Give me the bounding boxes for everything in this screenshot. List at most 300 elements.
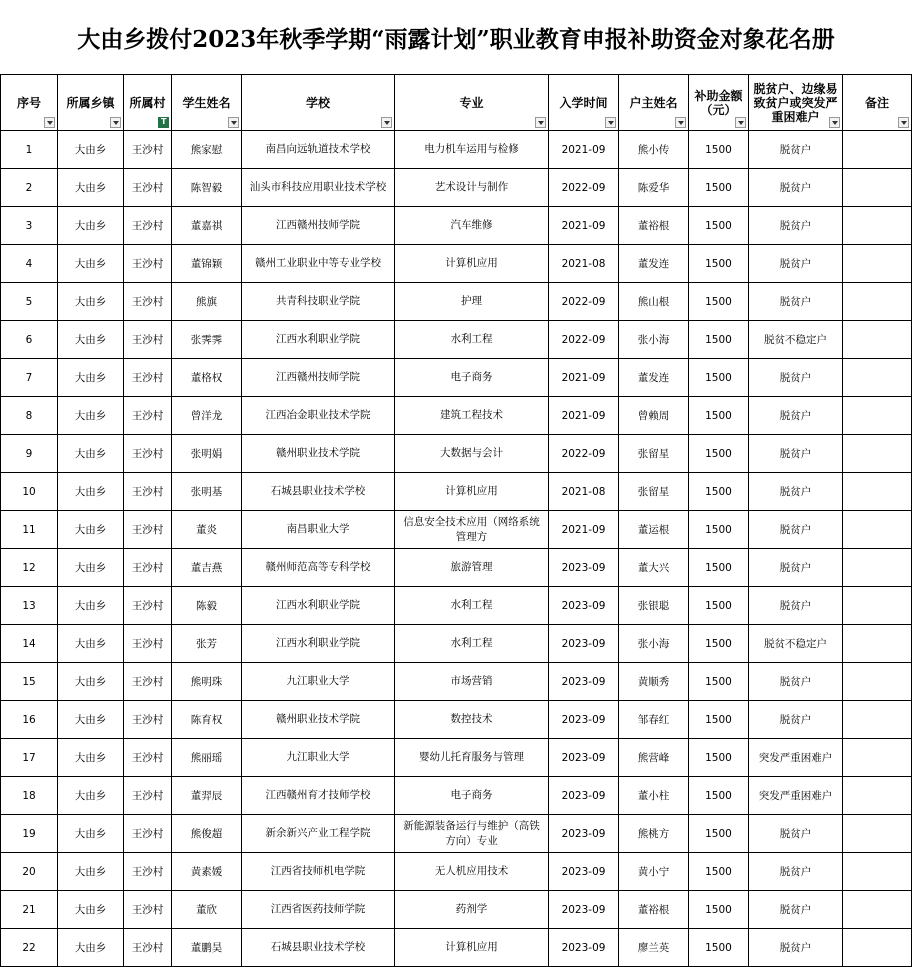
cell-school: 新余新兴产业工程学院 xyxy=(242,815,395,853)
cell-subsidy: 1500 xyxy=(689,511,749,549)
cell-major: 水利工程 xyxy=(395,587,549,625)
cell-enroll-date: 2023-09 xyxy=(549,891,619,929)
cell-householder: 熊营峰 xyxy=(619,739,689,777)
cell-household-type: 脱贫户 xyxy=(749,853,843,891)
cell-subsidy: 1500 xyxy=(689,131,749,169)
roster-table xyxy=(0,74,912,967)
cell-student-name: 张明娟 xyxy=(172,435,242,473)
table-row xyxy=(1,891,912,929)
cell-student-name: 陈智毅 xyxy=(172,169,242,207)
cell-enroll-date: 2021-08 xyxy=(549,245,619,283)
cell-school: 赣州师范高等专科学校 xyxy=(242,549,395,587)
filter-dropdown-icon[interactable] xyxy=(381,117,392,128)
table-row xyxy=(1,701,912,739)
table-row xyxy=(1,815,912,853)
table-row xyxy=(1,853,912,891)
cell-seq: 3 xyxy=(1,207,58,245)
cell-remark xyxy=(843,625,912,663)
cell-enroll-date: 2022-09 xyxy=(549,435,619,473)
cell-remark xyxy=(843,701,912,739)
cell-subsidy: 1500 xyxy=(689,701,749,739)
cell-householder: 张银聪 xyxy=(619,587,689,625)
cell-remark xyxy=(843,169,912,207)
cell-major: 汽车维修 xyxy=(395,207,549,245)
cell-subsidy: 1500 xyxy=(689,321,749,359)
cell-student-name: 熊俊超 xyxy=(172,815,242,853)
cell-student-name: 熊旗 xyxy=(172,283,242,321)
table-row xyxy=(1,321,912,359)
cell-township: 大由乡 xyxy=(58,853,124,891)
header-label: 补助金额（元） xyxy=(694,88,743,117)
cell-major: 无人机应用技术 xyxy=(395,853,549,891)
cell-school: 汕头市科技应用职业技术学校 xyxy=(242,169,395,207)
header-label: 专业 xyxy=(459,95,484,110)
cell-householder: 熊小传 xyxy=(619,131,689,169)
cell-township: 大由乡 xyxy=(58,587,124,625)
header-label: 备注 xyxy=(864,95,889,110)
cell-village: 王沙村 xyxy=(124,169,172,207)
cell-remark xyxy=(843,245,912,283)
cell-village: 王沙村 xyxy=(124,663,172,701)
cell-enroll-date: 2021-08 xyxy=(549,473,619,511)
cell-seq: 9 xyxy=(1,435,58,473)
cell-major: 数控技术 xyxy=(395,701,549,739)
cell-subsidy: 1500 xyxy=(689,245,749,283)
cell-household-type: 脱贫户 xyxy=(749,815,843,853)
table-row xyxy=(1,777,912,815)
cell-major: 电子商务 xyxy=(395,359,549,397)
cell-student-name: 陈育权 xyxy=(172,701,242,739)
cell-student-name: 董格权 xyxy=(172,359,242,397)
table-row xyxy=(1,663,912,701)
cell-remark xyxy=(843,511,912,549)
cell-householder: 黄小宁 xyxy=(619,853,689,891)
cell-village: 王沙村 xyxy=(124,359,172,397)
header-enroll-date xyxy=(549,75,619,131)
cell-school: 九江职业大学 xyxy=(242,739,395,777)
table-body xyxy=(1,131,912,967)
cell-school: 南昌职业大学 xyxy=(242,511,395,549)
cell-major: 大数据与会计 xyxy=(395,435,549,473)
cell-school: 赣州职业技术学院 xyxy=(242,701,395,739)
cell-township: 大由乡 xyxy=(58,511,124,549)
cell-township: 大由乡 xyxy=(58,625,124,663)
header-student-name xyxy=(172,75,242,131)
cell-township: 大由乡 xyxy=(58,815,124,853)
cell-township: 大由乡 xyxy=(58,891,124,929)
cell-seq: 11 xyxy=(1,511,58,549)
cell-household-type: 突发严重困难户 xyxy=(749,777,843,815)
cell-household-type: 脱贫户 xyxy=(749,397,843,435)
header-row xyxy=(1,75,912,131)
cell-subsidy: 1500 xyxy=(689,549,749,587)
cell-enroll-date: 2023-09 xyxy=(549,853,619,891)
cell-householder: 张留星 xyxy=(619,473,689,511)
cell-seq: 16 xyxy=(1,701,58,739)
cell-township: 大由乡 xyxy=(58,739,124,777)
cell-subsidy: 1500 xyxy=(689,359,749,397)
cell-seq: 15 xyxy=(1,663,58,701)
cell-subsidy: 1500 xyxy=(689,853,749,891)
cell-subsidy: 1500 xyxy=(689,929,749,967)
cell-subsidy: 1500 xyxy=(689,663,749,701)
cell-seq: 2 xyxy=(1,169,58,207)
filter-dropdown-icon[interactable] xyxy=(735,117,746,128)
cell-householder: 张留星 xyxy=(619,435,689,473)
cell-remark xyxy=(843,549,912,587)
cell-student-name: 曾洋龙 xyxy=(172,397,242,435)
cell-householder: 董大兴 xyxy=(619,549,689,587)
cell-township: 大由乡 xyxy=(58,435,124,473)
cell-remark xyxy=(843,929,912,967)
cell-major: 护理 xyxy=(395,283,549,321)
cell-householder: 董裕根 xyxy=(619,207,689,245)
cell-enroll-date: 2022-09 xyxy=(549,321,619,359)
cell-seq: 21 xyxy=(1,891,58,929)
table-row xyxy=(1,283,912,321)
cell-school: 江西省技师机电学院 xyxy=(242,853,395,891)
table-row xyxy=(1,587,912,625)
cell-student-name: 董欣 xyxy=(172,891,242,929)
cell-township: 大由乡 xyxy=(58,777,124,815)
cell-student-name: 陈毅 xyxy=(172,587,242,625)
cell-student-name: 董羿辰 xyxy=(172,777,242,815)
cell-village: 王沙村 xyxy=(124,929,172,967)
cell-household-type: 脱贫户 xyxy=(749,245,843,283)
cell-school: 九江职业大学 xyxy=(242,663,395,701)
cell-remark xyxy=(843,777,912,815)
cell-seq: 13 xyxy=(1,587,58,625)
cell-school: 石城县职业技术学校 xyxy=(242,473,395,511)
cell-householder: 熊山根 xyxy=(619,283,689,321)
cell-remark xyxy=(843,397,912,435)
table-row xyxy=(1,435,912,473)
cell-household-type: 脱贫户 xyxy=(749,701,843,739)
cell-subsidy: 1500 xyxy=(689,435,749,473)
cell-major: 计算机应用 xyxy=(395,929,549,967)
cell-householder: 张小海 xyxy=(619,321,689,359)
cell-school: 江西水利职业学院 xyxy=(242,587,395,625)
filter-dropdown-icon[interactable] xyxy=(898,117,909,128)
cell-remark xyxy=(843,131,912,169)
cell-school: 共青科技职业学院 xyxy=(242,283,395,321)
table-row xyxy=(1,929,912,967)
cell-village: 王沙村 xyxy=(124,245,172,283)
cell-remark xyxy=(843,891,912,929)
cell-householder: 董发连 xyxy=(619,359,689,397)
cell-householder: 熊桃方 xyxy=(619,815,689,853)
cell-village: 王沙村 xyxy=(124,283,172,321)
cell-householder: 董发连 xyxy=(619,245,689,283)
cell-household-type: 脱贫户 xyxy=(749,663,843,701)
cell-householder: 张小海 xyxy=(619,625,689,663)
cell-enroll-date: 2023-09 xyxy=(549,587,619,625)
cell-village: 王沙村 xyxy=(124,815,172,853)
header-label: 脱贫户、边缘易致贫户或突发严重困难户 xyxy=(753,81,838,124)
cell-seq: 8 xyxy=(1,397,58,435)
cell-seq: 19 xyxy=(1,815,58,853)
cell-household-type: 脱贫户 xyxy=(749,473,843,511)
cell-subsidy: 1500 xyxy=(689,397,749,435)
filter-dropdown-icon[interactable] xyxy=(535,117,546,128)
cell-school: 赣州工业职业中等专业学校 xyxy=(242,245,395,283)
filter-dropdown-icon[interactable] xyxy=(675,117,686,128)
cell-household-type: 脱贫户 xyxy=(749,359,843,397)
cell-seq: 20 xyxy=(1,853,58,891)
cell-township: 大由乡 xyxy=(58,473,124,511)
cell-student-name: 黄素媛 xyxy=(172,853,242,891)
cell-village: 王沙村 xyxy=(124,739,172,777)
cell-enroll-date: 2023-09 xyxy=(549,663,619,701)
cell-township: 大由乡 xyxy=(58,663,124,701)
cell-village: 王沙村 xyxy=(124,891,172,929)
cell-seq: 22 xyxy=(1,929,58,967)
cell-student-name: 熊丽瑶 xyxy=(172,739,242,777)
cell-major: 电力机车运用与检修 xyxy=(395,131,549,169)
cell-seq: 7 xyxy=(1,359,58,397)
cell-seq: 14 xyxy=(1,625,58,663)
cell-village: 王沙村 xyxy=(124,473,172,511)
table-row xyxy=(1,207,912,245)
cell-township: 大由乡 xyxy=(58,359,124,397)
cell-township: 大由乡 xyxy=(58,929,124,967)
cell-major: 新能源装备运行与维护（高铁方向）专业 xyxy=(395,815,549,853)
cell-township: 大由乡 xyxy=(58,169,124,207)
filter-dropdown-icon[interactable] xyxy=(44,117,55,128)
header-major xyxy=(395,75,549,131)
cell-householder: 董运根 xyxy=(619,511,689,549)
cell-school: 江西冶金职业技术学院 xyxy=(242,397,395,435)
cell-seq: 4 xyxy=(1,245,58,283)
cell-major: 婴幼儿托育服务与管理 xyxy=(395,739,549,777)
header-subsidy xyxy=(689,75,749,131)
cell-householder: 曾赖周 xyxy=(619,397,689,435)
cell-village: 王沙村 xyxy=(124,397,172,435)
cell-subsidy: 1500 xyxy=(689,777,749,815)
cell-township: 大由乡 xyxy=(58,283,124,321)
cell-school: 江西水利职业学院 xyxy=(242,321,395,359)
cell-remark xyxy=(843,587,912,625)
cell-major: 信息安全技术应用（网络系统管理方 xyxy=(395,511,549,549)
header-label: 学校 xyxy=(305,95,330,110)
cell-enroll-date: 2021-09 xyxy=(549,511,619,549)
cell-student-name: 董锦颖 xyxy=(172,245,242,283)
cell-student-name: 熊家慰 xyxy=(172,131,242,169)
cell-major: 水利工程 xyxy=(395,625,549,663)
cell-remark xyxy=(843,359,912,397)
cell-major: 市场营销 xyxy=(395,663,549,701)
cell-enroll-date: 2022-09 xyxy=(549,283,619,321)
cell-household-type: 脱贫不稳定户 xyxy=(749,321,843,359)
table-row xyxy=(1,511,912,549)
cell-enroll-date: 2023-09 xyxy=(549,929,619,967)
cell-subsidy: 1500 xyxy=(689,815,749,853)
cell-student-name: 张芳 xyxy=(172,625,242,663)
cell-student-name: 董炎 xyxy=(172,511,242,549)
cell-subsidy: 1500 xyxy=(689,207,749,245)
header-seq xyxy=(1,75,58,131)
table-row xyxy=(1,169,912,207)
cell-household-type: 脱贫户 xyxy=(749,207,843,245)
cell-seq: 6 xyxy=(1,321,58,359)
header-village xyxy=(124,75,172,131)
cell-householder: 廖兰英 xyxy=(619,929,689,967)
cell-major: 药剂学 xyxy=(395,891,549,929)
cell-school: 江西水利职业学院 xyxy=(242,625,395,663)
cell-student-name: 董吉燕 xyxy=(172,549,242,587)
cell-township: 大由乡 xyxy=(58,245,124,283)
cell-subsidy: 1500 xyxy=(689,169,749,207)
cell-enroll-date: 2023-09 xyxy=(549,739,619,777)
cell-enroll-date: 2023-09 xyxy=(549,777,619,815)
cell-householder: 陈爱华 xyxy=(619,169,689,207)
cell-seq: 12 xyxy=(1,549,58,587)
cell-village: 王沙村 xyxy=(124,435,172,473)
table-row xyxy=(1,739,912,777)
cell-householder: 董小柱 xyxy=(619,777,689,815)
cell-household-type: 突发严重困难户 xyxy=(749,739,843,777)
cell-seq: 10 xyxy=(1,473,58,511)
cell-school: 赣州职业技术学院 xyxy=(242,435,395,473)
cell-subsidy: 1500 xyxy=(689,625,749,663)
cell-major: 艺术设计与制作 xyxy=(395,169,549,207)
cell-township: 大由乡 xyxy=(58,701,124,739)
cell-seq: 1 xyxy=(1,131,58,169)
cell-remark xyxy=(843,435,912,473)
header-household-type xyxy=(749,75,843,131)
cell-enroll-date: 2021-09 xyxy=(549,359,619,397)
cell-village: 王沙村 xyxy=(124,625,172,663)
cell-major: 建筑工程技术 xyxy=(395,397,549,435)
cell-school: 石城县职业技术学校 xyxy=(242,929,395,967)
cell-seq: 17 xyxy=(1,739,58,777)
cell-remark xyxy=(843,739,912,777)
cell-household-type: 脱贫户 xyxy=(749,283,843,321)
cell-township: 大由乡 xyxy=(58,397,124,435)
cell-subsidy: 1500 xyxy=(689,473,749,511)
cell-household-type: 脱贫户 xyxy=(749,435,843,473)
filter-dropdown-icon[interactable] xyxy=(829,117,840,128)
cell-household-type: 脱贫户 xyxy=(749,169,843,207)
filter-dropdown-icon[interactable] xyxy=(228,117,239,128)
cell-enroll-date: 2021-09 xyxy=(549,397,619,435)
cell-student-name: 董鹏昊 xyxy=(172,929,242,967)
cell-enroll-date: 2023-09 xyxy=(549,625,619,663)
header-label: 户主姓名 xyxy=(629,95,678,110)
header-township xyxy=(58,75,124,131)
cell-householder: 邹春红 xyxy=(619,701,689,739)
cell-subsidy: 1500 xyxy=(689,587,749,625)
cell-village: 王沙村 xyxy=(124,207,172,245)
header-label: 所属村 xyxy=(129,95,166,110)
cell-school: 江西赣州技师学院 xyxy=(242,207,395,245)
cell-major: 计算机应用 xyxy=(395,473,549,511)
cell-village: 王沙村 xyxy=(124,701,172,739)
cell-village: 王沙村 xyxy=(124,853,172,891)
page-title: 大由乡拨付2023年秋季学期“雨露计划”职业教育申报补助资金对象花名册 xyxy=(77,25,835,53)
cell-township: 大由乡 xyxy=(58,549,124,587)
cell-village: 王沙村 xyxy=(124,131,172,169)
cell-school: 江西省医药技师学院 xyxy=(242,891,395,929)
cell-enroll-date: 2023-09 xyxy=(549,701,619,739)
cell-township: 大由乡 xyxy=(58,207,124,245)
cell-school: 南昌向远轨道技术学校 xyxy=(242,131,395,169)
cell-township: 大由乡 xyxy=(58,131,124,169)
header-remark xyxy=(843,75,912,131)
cell-village: 王沙村 xyxy=(124,511,172,549)
cell-major: 旅游管理 xyxy=(395,549,549,587)
cell-student-name: 熊明珠 xyxy=(172,663,242,701)
cell-student-name: 董嘉祺 xyxy=(172,207,242,245)
table-row xyxy=(1,131,912,169)
table-row xyxy=(1,245,912,283)
cell-remark xyxy=(843,815,912,853)
cell-remark xyxy=(843,663,912,701)
cell-household-type: 脱贫户 xyxy=(749,511,843,549)
cell-household-type: 脱贫户 xyxy=(749,587,843,625)
cell-seq: 5 xyxy=(1,283,58,321)
cell-household-type: 脱贫户 xyxy=(749,929,843,967)
cell-seq: 18 xyxy=(1,777,58,815)
cell-enroll-date: 2021-09 xyxy=(549,207,619,245)
cell-remark xyxy=(843,473,912,511)
cell-household-type: 脱贫户 xyxy=(749,891,843,929)
header-householder xyxy=(619,75,689,131)
cell-village: 王沙村 xyxy=(124,587,172,625)
table-row xyxy=(1,473,912,511)
cell-major: 计算机应用 xyxy=(395,245,549,283)
cell-village: 王沙村 xyxy=(124,321,172,359)
cell-subsidy: 1500 xyxy=(689,891,749,929)
header-label: 序号 xyxy=(16,95,41,110)
cell-village: 王沙村 xyxy=(124,549,172,587)
table-row xyxy=(1,397,912,435)
cell-major: 电子商务 xyxy=(395,777,549,815)
cell-village: 王沙村 xyxy=(124,777,172,815)
header-label: 所属乡镇 xyxy=(66,95,115,110)
header-label: 入学时间 xyxy=(559,95,608,110)
cell-student-name: 张明基 xyxy=(172,473,242,511)
cell-householder: 黄顺秀 xyxy=(619,663,689,701)
table-row xyxy=(1,359,912,397)
cell-enroll-date: 2022-09 xyxy=(549,169,619,207)
filter-dropdown-icon[interactable] xyxy=(110,117,121,128)
table-row xyxy=(1,549,912,587)
table-row xyxy=(1,625,912,663)
cell-enroll-date: 2023-09 xyxy=(549,549,619,587)
cell-enroll-date: 2021-09 xyxy=(549,131,619,169)
cell-school: 江西赣州技师学院 xyxy=(242,359,395,397)
cell-householder: 董裕根 xyxy=(619,891,689,929)
cell-household-type: 脱贫户 xyxy=(749,549,843,587)
cell-remark xyxy=(843,321,912,359)
cell-remark xyxy=(843,853,912,891)
cell-remark xyxy=(843,207,912,245)
header-school xyxy=(242,75,395,131)
cell-subsidy: 1500 xyxy=(689,283,749,321)
filter-active-icon[interactable] xyxy=(158,117,169,128)
cell-remark xyxy=(843,283,912,321)
cell-enroll-date: 2023-09 xyxy=(549,815,619,853)
cell-major: 水利工程 xyxy=(395,321,549,359)
header-label: 学生姓名 xyxy=(182,95,231,110)
cell-school: 江西赣州育才技师学校 xyxy=(242,777,395,815)
cell-subsidy: 1500 xyxy=(689,739,749,777)
cell-household-type: 脱贫户 xyxy=(749,131,843,169)
cell-household-type: 脱贫不稳定户 xyxy=(749,625,843,663)
filter-dropdown-icon[interactable] xyxy=(605,117,616,128)
cell-student-name: 张霁霁 xyxy=(172,321,242,359)
